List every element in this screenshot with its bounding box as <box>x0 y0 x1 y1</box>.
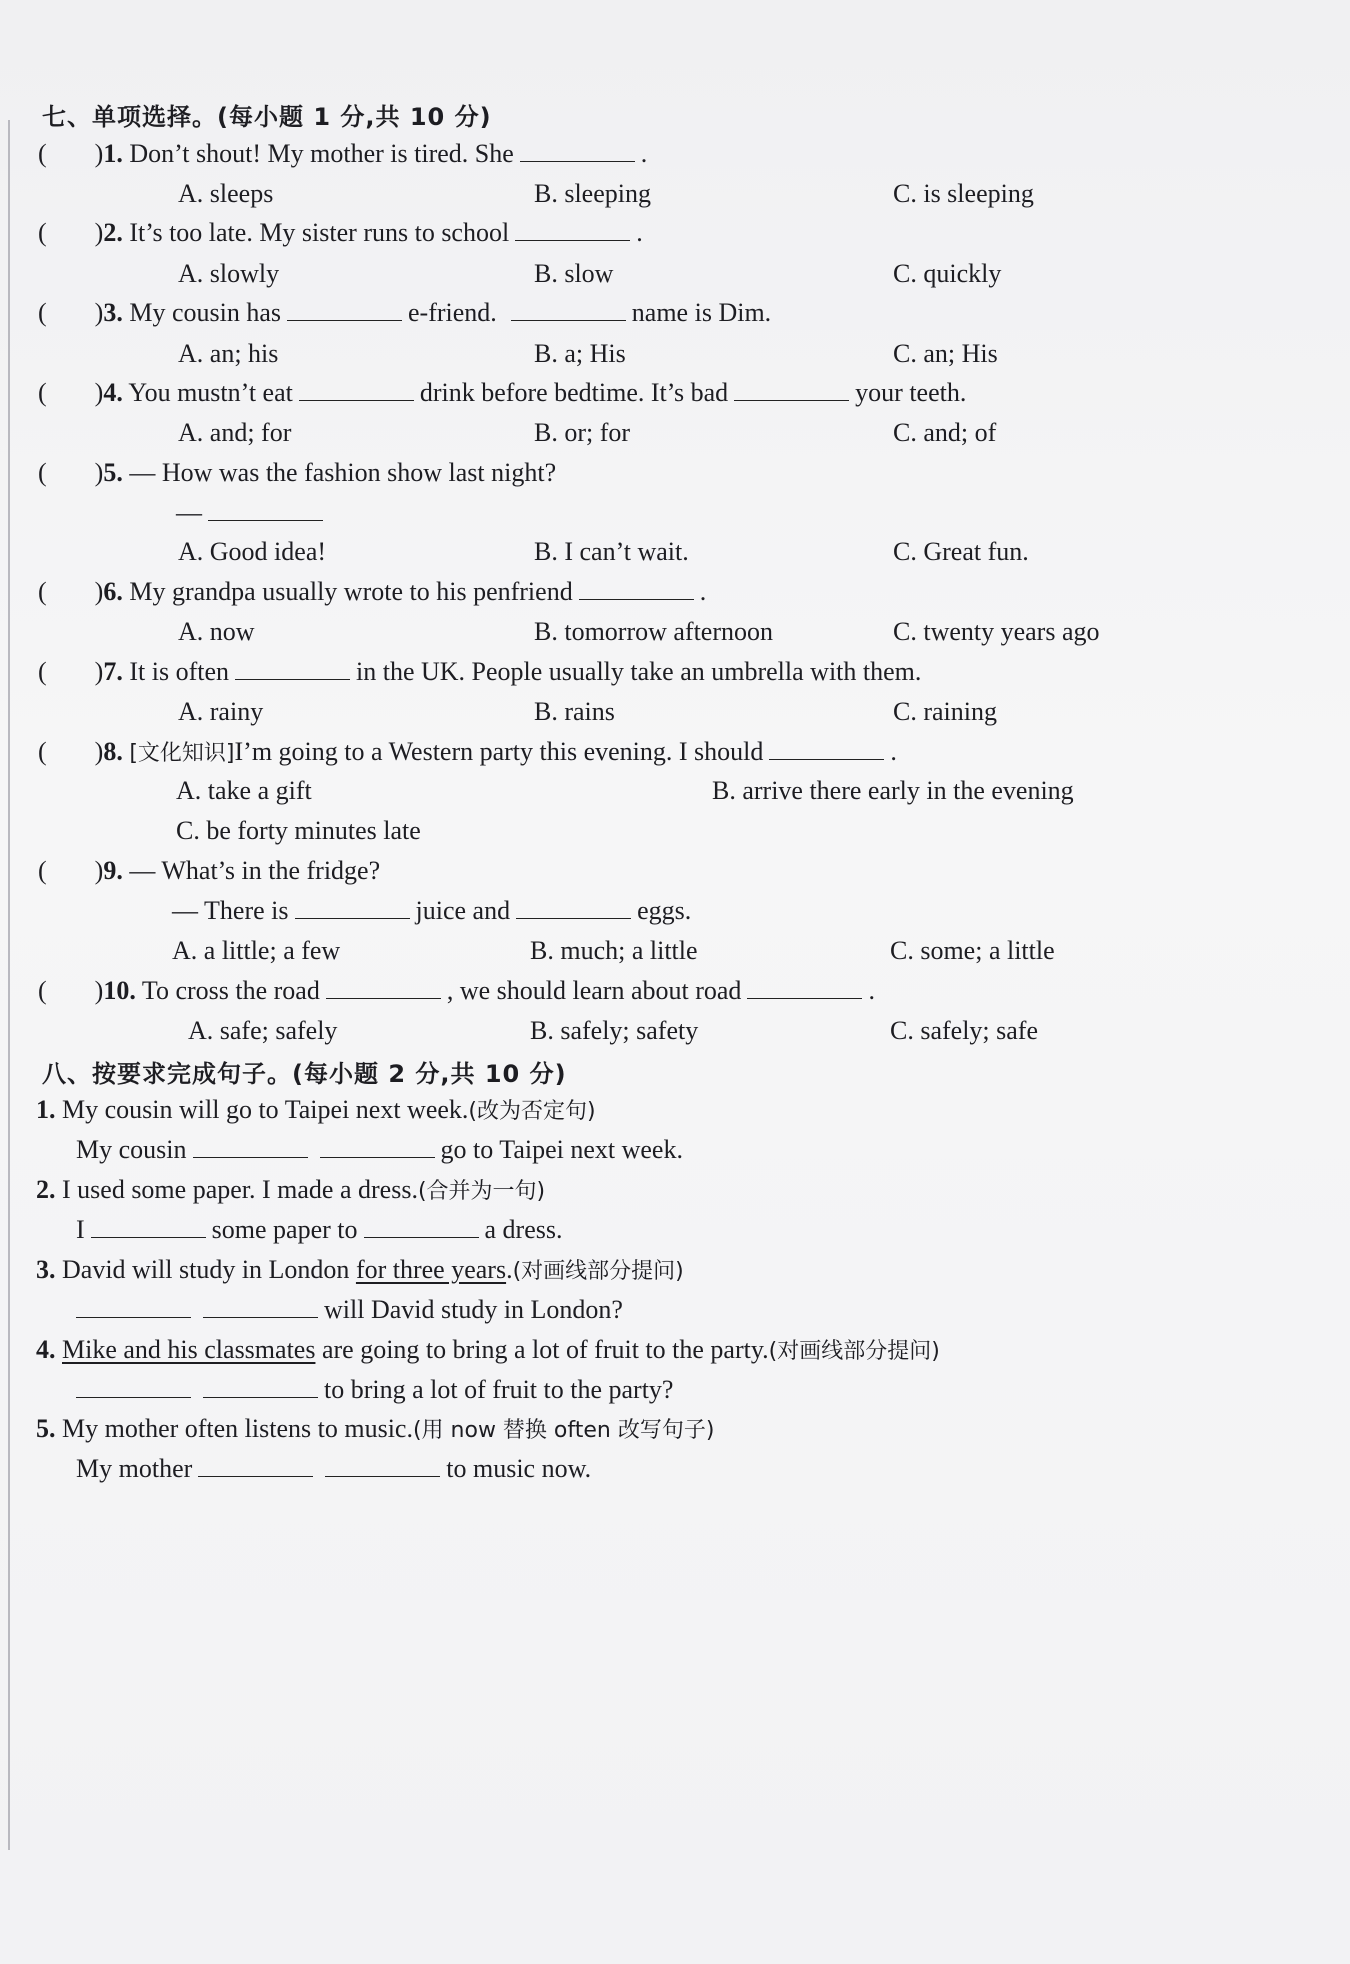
question-10: ( )10. To cross the road , we should learn about road . <box>38 976 875 1005</box>
answer-blank[interactable] <box>203 1373 318 1398</box>
section-7-title: 七、单项选择。(每小题 1 分,共 10 分) <box>42 103 492 131</box>
question-6: ( )6. My grandpa usually wrote to his penfriend . <box>38 577 707 606</box>
question-number: 2. <box>103 218 123 247</box>
question-number: 3. <box>103 298 123 327</box>
answer-blank[interactable] <box>516 894 631 919</box>
option-b[interactable]: B. tomorrow afternoon <box>534 617 774 646</box>
underlined-phrase: for three years <box>355 1255 507 1284</box>
question-number: 4. <box>103 378 123 407</box>
answer-blank[interactable] <box>299 376 414 401</box>
answer-blank[interactable] <box>325 1452 440 1477</box>
rewrite-item-5: 5. My mother often listens to music.(用 now 替换 often 改写句子) <box>36 1414 715 1443</box>
question-number: 10. <box>103 976 136 1005</box>
answer-blank[interactable] <box>76 1293 191 1318</box>
rewrite-answer-1: My cousin go to Taipei next week. <box>76 1135 683 1164</box>
option-a[interactable]: A. an; his <box>178 339 279 368</box>
rewrite-answer-5: My mother to music now. <box>76 1454 592 1483</box>
option-b[interactable]: B. or; for <box>534 418 631 447</box>
option-c[interactable]: C. an; His <box>893 339 998 368</box>
option-b[interactable]: B. much; a little <box>530 936 698 965</box>
question-number: 6. <box>103 577 123 606</box>
rewrite-item-1: 1. My cousin will go to Taipei next week.(改为否定句) <box>36 1095 596 1124</box>
option-c[interactable]: C. be forty minutes late <box>176 816 421 845</box>
option-c[interactable]: C. is sleeping <box>893 179 1034 208</box>
question-7: ( )7. It is often in the UK. People usually take an umbrella with them. <box>38 657 922 686</box>
answer-blank[interactable] <box>511 296 626 321</box>
option-a[interactable]: A. a little; a few <box>172 936 341 965</box>
question-2: ( )2. It’s too late. My sister runs to school . <box>38 218 643 247</box>
question-1: ( )1. Don’t shout! My mother is tired. She . <box>38 139 648 168</box>
question-number: 9. <box>103 856 123 885</box>
option-b[interactable]: B. slow <box>534 259 614 288</box>
answer-blank[interactable] <box>287 296 402 321</box>
question-5: ( )5. — How was the fashion show last night? <box>38 458 557 487</box>
question-4: ( )4. You mustn’t eat drink before bedtime. It’s bad your teeth. <box>38 378 967 407</box>
answer-blank[interactable] <box>734 376 849 401</box>
option-b[interactable]: B. a; His <box>534 339 626 368</box>
question-number: 8. <box>103 737 123 766</box>
question-number: 5. <box>103 458 123 487</box>
question-5-reply: — <box>176 496 329 530</box>
margin-line <box>8 120 10 1850</box>
option-a[interactable]: A. slowly <box>178 259 280 288</box>
option-a[interactable]: A. and; for <box>178 418 292 447</box>
culture-tag: [文化知识] <box>129 741 235 766</box>
option-b[interactable]: B. arrive there early in the evening <box>712 776 1074 805</box>
option-b[interactable]: B. sleeping <box>534 179 651 208</box>
answer-blank[interactable] <box>326 974 441 999</box>
answer-blank[interactable] <box>295 894 410 919</box>
question-8: ( )8. [文化知识]I’m going to a Western party this evening. I should . <box>38 737 897 766</box>
answer-blank[interactable] <box>76 1373 191 1398</box>
question-number: 7. <box>103 657 123 686</box>
rewrite-item-3: 3. David will study in London for three years.(对画线部分提问) <box>36 1255 684 1284</box>
option-c[interactable]: C. and; of <box>893 418 997 447</box>
option-a[interactable]: A. rainy <box>178 697 264 726</box>
option-a[interactable]: A. now <box>178 617 255 646</box>
option-a[interactable]: A. sleeps <box>178 179 274 208</box>
answer-blank[interactable] <box>747 974 862 999</box>
question-3: ( )3. My cousin has e-friend. name is Dim. <box>38 298 772 327</box>
rewrite-answer-3: will David study in London? <box>70 1293 623 1327</box>
option-a[interactable]: A. safe; safely <box>188 1016 338 1045</box>
answer-blank[interactable] <box>515 216 630 241</box>
rewrite-answer-4: to bring a lot of fruit to the party? <box>70 1373 673 1407</box>
question-number: 1. <box>103 139 123 168</box>
answer-blank[interactable] <box>364 1213 479 1238</box>
answer-blank[interactable] <box>208 496 323 521</box>
section-8-title: 八、按要求完成句子。(每小题 2 分,共 10 分) <box>42 1060 567 1088</box>
option-a[interactable]: A. Good idea! <box>178 537 327 566</box>
answer-blank[interactable] <box>235 655 350 680</box>
option-c[interactable]: C. Great fun. <box>893 537 1029 566</box>
underlined-phrase: Mike and his classmates <box>62 1335 316 1364</box>
answer-blank[interactable] <box>320 1133 435 1158</box>
question-9: ( )9. — What’s in the fridge? <box>38 856 381 885</box>
question-9-reply: — There is juice and eggs. <box>172 896 692 925</box>
answer-blank[interactable] <box>769 735 884 760</box>
rewrite-item-2: 2. I used some paper. I made a dress.(合并为一句) <box>36 1175 546 1204</box>
option-c[interactable]: C. safely; safe <box>890 1016 1039 1045</box>
option-c[interactable]: C. quickly <box>893 259 1002 288</box>
answer-blank[interactable] <box>193 1133 308 1158</box>
rewrite-answer-2: I some paper to a dress. <box>76 1215 563 1244</box>
option-b[interactable]: B. I can’t wait. <box>534 537 689 566</box>
answer-blank[interactable] <box>198 1452 313 1477</box>
option-c[interactable]: C. some; a little <box>890 936 1055 965</box>
option-b[interactable]: B. rains <box>534 697 615 726</box>
answer-blank[interactable] <box>203 1293 318 1318</box>
answer-blank[interactable] <box>579 575 694 600</box>
answer-blank[interactable] <box>91 1213 206 1238</box>
option-a[interactable]: A. take a gift <box>176 776 312 805</box>
rewrite-item-4: 4. Mike and his classmates are going to bring a lot of fruit to the party.(对画线部分提问) <box>36 1335 940 1364</box>
option-c[interactable]: C. raining <box>893 697 997 726</box>
answer-blank[interactable] <box>520 137 635 162</box>
option-c[interactable]: C. twenty years ago <box>893 617 1100 646</box>
option-b[interactable]: B. safely; safety <box>530 1016 699 1045</box>
